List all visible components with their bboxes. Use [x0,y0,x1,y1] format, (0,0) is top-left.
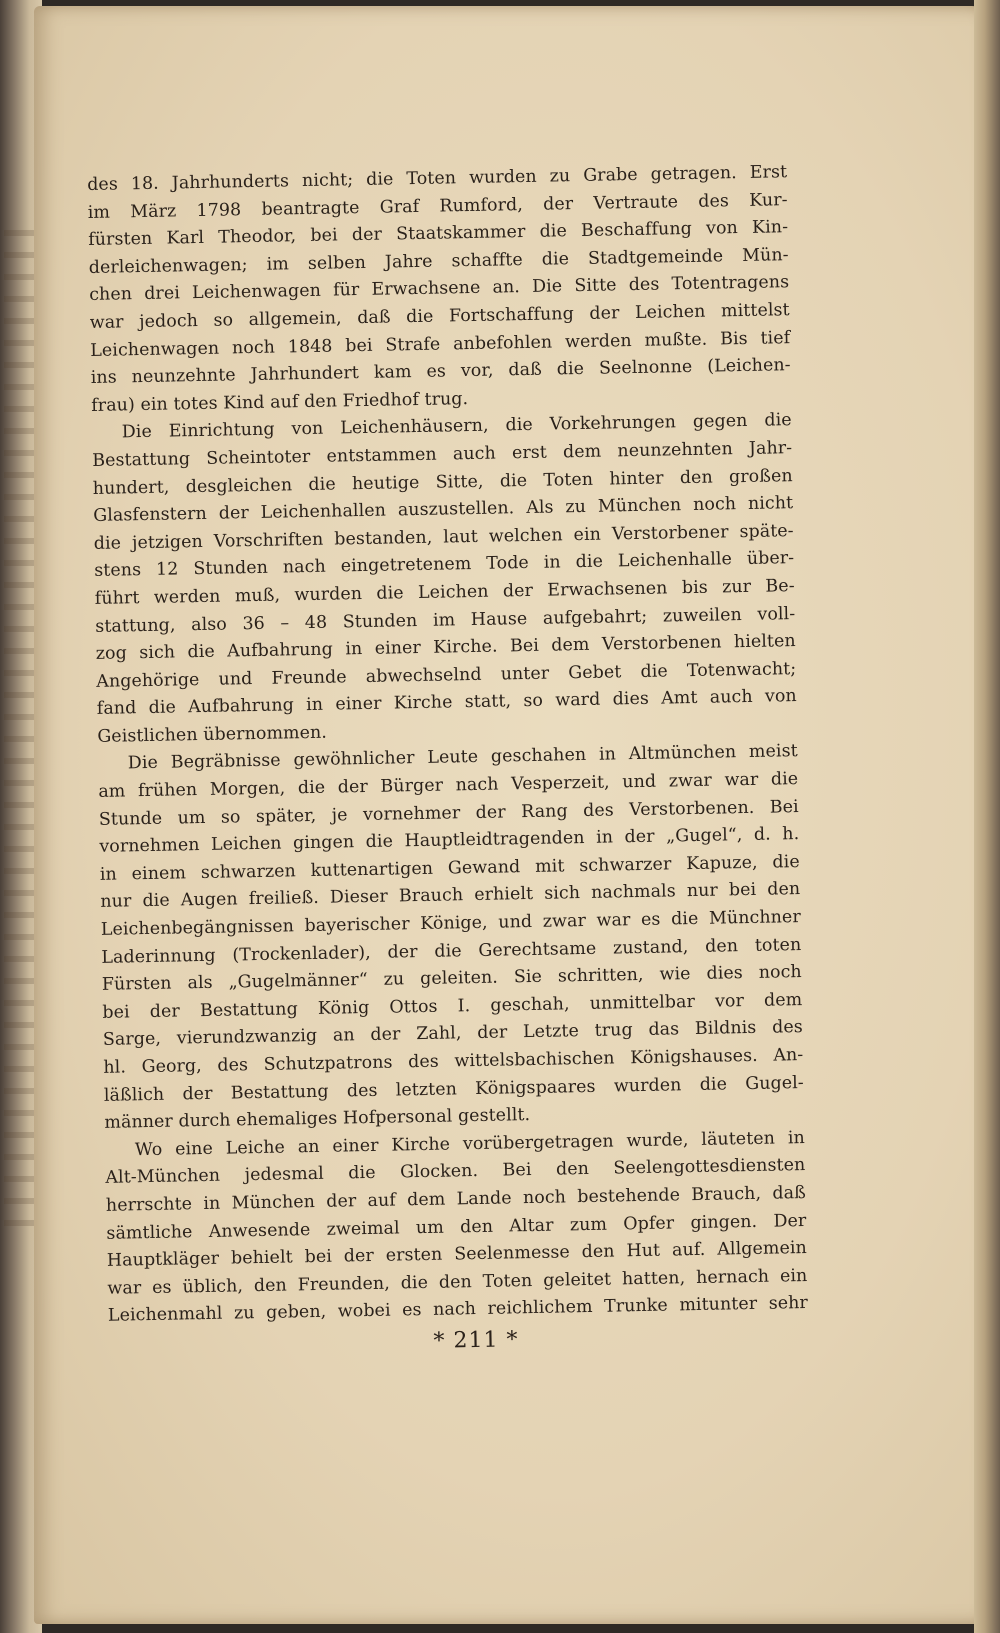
text-line: sämtliche Anwesende zweimal um den Altar zum Opfer gingen. Der [106,1210,807,1244]
body-text [87,159,808,1331]
text-line: Geistlichen übernommen. [97,722,328,747]
text-line: Fürsten als „Gugelmänner“ zu geleiten. Sie schritten, wie dies noch [101,962,802,996]
text-line: Die Begräbnisse gewöhnlicher Leute geschahen in Altmünchen meist [127,741,798,774]
text-line: hundert, desgleichen die heutige Sitte, die Toten hinter den großen [92,465,793,499]
text-line: am frühen Morgen, die der Bürger nach Vesperzeit, und zwar war die [98,769,799,802]
text-line: Leichenbegängnissen bayerischer Könige, und zwar war es die Münchner [100,907,801,940]
text-line: Leichenmahl zu geben, wobei es nach reichlichem Trunke mitunter sehr [107,1293,809,1327]
text-line: Glasfenstern der Leichenhallen auszustellen. Als zu München noch nicht [93,493,794,527]
text-line: fand die Aufbahrung in einer Kirche statt, so ward dies Amt auch von [96,686,797,720]
text-line: führt werden muß, wurden die Leichen der Erwachsenen bis zur Be- [94,576,795,609]
text-line: Die Einrichtung von Leichenhäusern, die Vorkehrungen gegen die [121,410,792,443]
text-line: chen drei Leichenwagen für Erwachsene an. Die Sitte des Totentragens [89,272,790,306]
text-line: männer durch ehemaliges Hofpersonal gestellt. [104,1105,531,1134]
text-line: Stunde um so später, je vornehmer der Rang des Verstorbenen. Bei [98,796,799,830]
text-line: Bestattung Scheintoter entstammen auch erst dem neunzehnten Jahr- [92,438,793,471]
page-stack-edge [974,0,1000,1633]
text-line: zog sich die Aufbahrung in einer Kirche. Bei dem Verstorbenen hielten [95,631,796,665]
text-line: Leichenwagen noch 1848 bei Strafe anbefohlen werden mußte. Bis tief [90,327,791,361]
text-line: stens 12 Stunden nach eingetretenem Tode in die Leichenhalle über- [94,548,795,582]
text-line: in einem schwarzen kuttenartigen Gewand mit schwarzer Kapuze, die [99,851,800,885]
text-line: Wo eine Leiche an einer Kirche vorübergetragen wurde, läuteten in [134,1127,806,1161]
text-line: im März 1798 beantragte Graf Rumford, der Vertraute des Kur- [87,189,788,223]
text-line: läßlich der Bestattung des letzten Königspaares wurden die Gugel- [103,1072,804,1106]
text-line: war jedoch so allgemein, daß die Fortschaffung der Leichen mittelst [89,300,790,333]
edge-texture [4,230,34,1230]
text-line: hl. Georg, des Schutzpatrons des wittelsbachischen Königshauses. An- [103,1045,804,1078]
text-line: Angehörige und Freunde abwechselnd unter Gebet die Totenwacht; [96,658,797,692]
text-line: Hauptkläger behielt bei der ersten Seelenmesse den Hut auf. Allgemein [106,1238,808,1271]
text-line: die jetzigen Vorschriften bestanden, laut welchen ein Verstorbener späte- [93,520,794,554]
text-line: Sarge, vierundzwanzig an der Zahl, der Letzte trug das Bildnis des [102,1017,803,1051]
text-line: vornehmen Leichen gingen die Hauptleidtragenden in der „Gugel“, d. h. [99,824,800,858]
text-line: derleichenwagen; im selben Jahre schaffte die Stadtgemeinde Mün- [88,244,789,278]
text-line: frau) ein totes Kind auf den Friedhof trug. [91,388,469,416]
text-line: nur die Augen freiließ. Dieser Brauch erhielt sich nachmals nur bei den [100,879,801,913]
text-line: war es üblich, den Freunden, die den Toten geleitet hatten, hernach ein [107,1265,808,1299]
text-line: Alt-München jedesmal die Glocken. Bei den Seelengottesdiensten [105,1155,806,1189]
text-line: fürsten Karl Theodor, bei der Staatskammer die Beschaffung von Kin- [88,217,789,251]
text-line: stattung, also 36 – 48 Stunden im Hause aufgebahrt; zuweilen voll- [95,603,796,637]
text-line: des 18. Jahrhunderts nicht; die Toten wurden zu Grabe getragen. Erst [87,162,788,195]
page-number: * 211 * [433,1327,519,1354]
text-line: Laderinnung (Trockenlader), der die Gerechtsame zustand, den toten [101,934,802,968]
text-line: herrschte in München der auf dem Lande noch bestehende Brauch, daß [105,1182,807,1216]
text-line: bei der Bestattung König Ottos I. geschah, unmittelbar vor dem [102,989,803,1023]
text-line: ins neunzehnte Jahrhundert kam es vor, daß die Seelnonne (Leichen- [90,355,791,389]
